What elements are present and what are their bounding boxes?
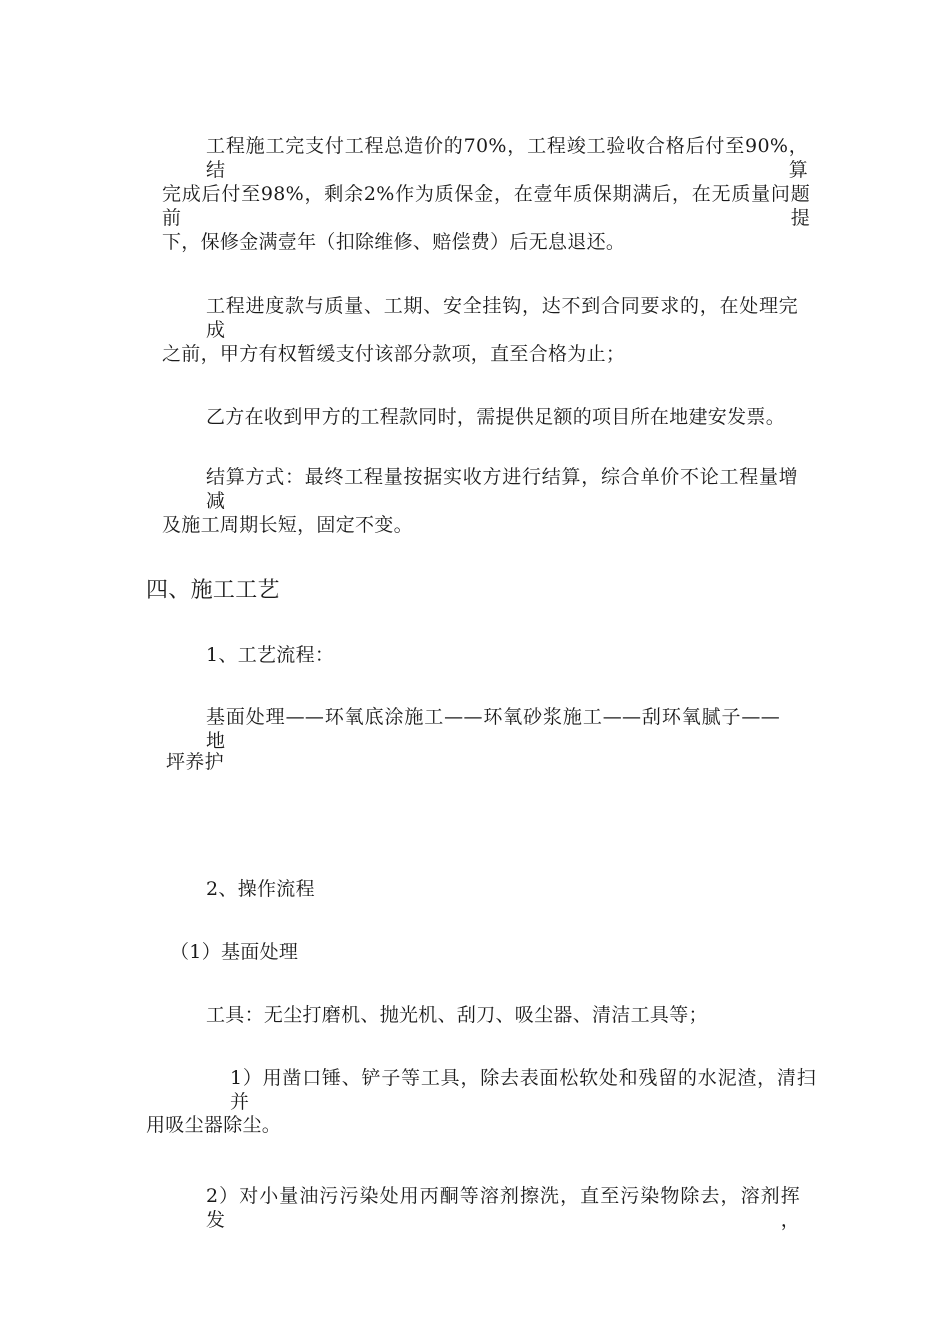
payment-paragraph-line-2: 完成后付至98%，剩余2%作为质保金，在壹年质保期满后，在无质量问题前提	[162, 183, 810, 229]
payment-paragraph-line-3: 下，保修金满壹年（扣除维修、赔偿费）后无息退还。	[162, 231, 626, 253]
base-treatment-title: （1）基面处理	[170, 941, 299, 963]
process-flow-line-1: 基面处理——环氧底涂施工——环氧砂浆施工——刮环氧腻子——地	[206, 706, 780, 752]
invoice-paragraph: 乙方在收到甲方的工程款同时，需提供足额的项目所在地建安发票。	[206, 406, 786, 428]
payment-paragraph-line-1: 工程施工完支付工程总造价的70%，工程竣工验收合格后付至90%，结算	[206, 135, 808, 181]
settlement-paragraph-line-1: 结算方式：最终工程量按据实收方进行结算，综合单价不论工程量增减	[206, 466, 798, 512]
settlement-paragraph-line-2: 及施工周期长短，固定不变。	[162, 514, 413, 536]
progress-paragraph-line-1: 工程进度款与质量、工期、安全挂钩，达不到合同要求的，在处理完成	[206, 295, 798, 341]
step-1-line-2: 用吸尘器除尘。	[146, 1114, 282, 1136]
section-heading: 四、施工工艺	[146, 578, 280, 603]
step-1-line-1: 1）用凿口锤、铲子等工具，除去表面松软处和残留的水泥渣，清扫并	[230, 1067, 816, 1113]
progress-paragraph-line-2: 之前，甲方有权暂缓支付该部分款项，直至合格为止；	[162, 343, 626, 365]
step-2-line-1: 2）对小量油污污染处用丙酮等溶剂擦洗，直至污染物除去，溶剂挥发，	[206, 1185, 800, 1231]
process-flow-line-2: 坪养护	[166, 751, 224, 773]
process-flow-title: 1、工艺流程：	[206, 644, 335, 666]
tools-list: 工具：无尘打磨机、抛光机、刮刀、吸尘器、清洁工具等；	[206, 1004, 708, 1026]
operation-flow-title: 2、操作流程	[206, 878, 315, 900]
